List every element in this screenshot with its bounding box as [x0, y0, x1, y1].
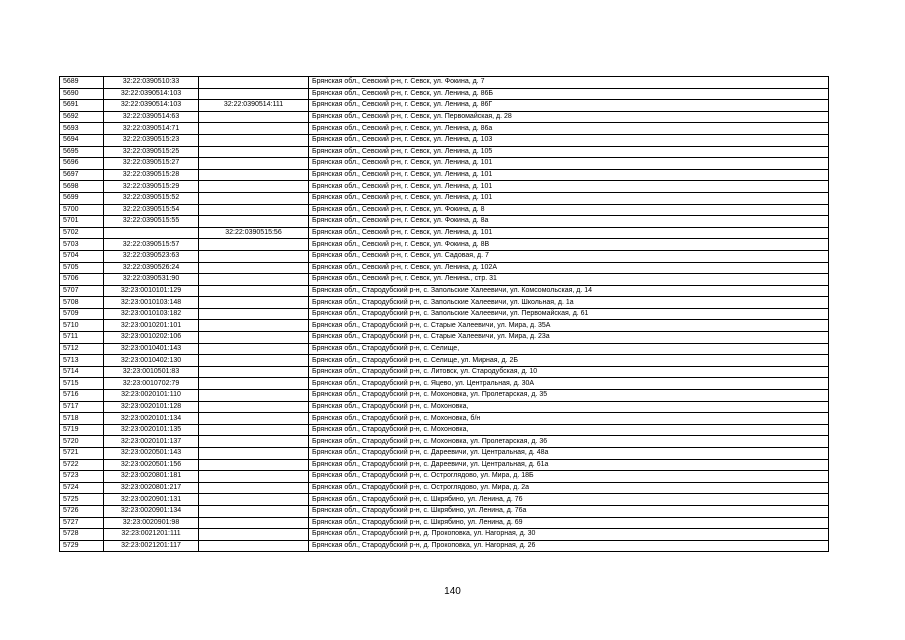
- table-row: [60, 471, 829, 483]
- table-row: [60, 239, 829, 251]
- related-cadastral-number-cell: [199, 77, 309, 89]
- cadastral-number-cell: 32:23:0010402:130: [104, 355, 199, 367]
- row-number-cell: 5719: [60, 424, 104, 436]
- row-number-cell: 5706: [60, 274, 104, 286]
- related-cadastral-number-cell: [199, 413, 309, 425]
- table-row: [60, 192, 829, 204]
- cadastral-number-cell: 32:23:0020101:134: [104, 413, 199, 425]
- related-cadastral-number-cell: [199, 390, 309, 402]
- address-cell: Брянская обл., Севский р-н, г. Севск, ул. Фокина, д. 8: [309, 204, 829, 216]
- address-cell: Брянская обл., Стародубский р-н, с. Остроглядово, ул. Мира, д. 2а: [309, 482, 829, 494]
- table-row: [60, 401, 829, 413]
- cadastral-number-cell: 32:23:0010101:129: [104, 285, 199, 297]
- address-cell: Брянская обл., Севский р-н, г. Севск, ул. Ленина, д. 101: [309, 181, 829, 193]
- cadastral-number-cell: 32:23:0020801:181: [104, 471, 199, 483]
- table-row: [60, 169, 829, 181]
- related-cadastral-number-cell: [199, 459, 309, 471]
- related-cadastral-number-cell: [199, 274, 309, 286]
- address-cell: Брянская обл., Стародубский р-н, с. Литовск, ул. Стародубская, д. 10: [309, 366, 829, 378]
- related-cadastral-number-cell: [199, 320, 309, 332]
- table-row: [60, 123, 829, 135]
- related-cadastral-number-cell: [199, 436, 309, 448]
- related-cadastral-number-cell: [199, 540, 309, 552]
- address-cell: Брянская обл., Севский р-н, г. Севск, ул. Садовая, д. 7: [309, 250, 829, 262]
- related-cadastral-number-cell: [199, 192, 309, 204]
- related-cadastral-number-cell: [199, 448, 309, 460]
- row-number-cell: 5726: [60, 505, 104, 517]
- row-number-cell: 5723: [60, 471, 104, 483]
- related-cadastral-number-cell: [199, 88, 309, 100]
- table-row: [60, 134, 829, 146]
- registry-table: [59, 76, 829, 552]
- table-row: [60, 505, 829, 517]
- row-number-cell: 5690: [60, 88, 104, 100]
- row-number-cell: 5700: [60, 204, 104, 216]
- address-cell: Брянская обл., Севский р-н, г. Севск, ул. Ленина, д. 105: [309, 146, 829, 158]
- cadastral-number-cell: 32:23:0020801:217: [104, 482, 199, 494]
- address-cell: Брянская обл., Стародубский р-н, с. Шкрябино, ул. Ленина, д. 76: [309, 494, 829, 506]
- table-row: [60, 100, 829, 112]
- cadastral-number-cell: 32:23:0020501:156: [104, 459, 199, 471]
- cadastral-number-cell: 32:23:0010501:83: [104, 366, 199, 378]
- table-row: [60, 216, 829, 228]
- row-number-cell: 5724: [60, 482, 104, 494]
- related-cadastral-number-cell: [199, 204, 309, 216]
- address-cell: Брянская обл., Стародубский р-н, с. Селище,: [309, 343, 829, 355]
- cadastral-number-cell: 32:22:0390515:29: [104, 181, 199, 193]
- related-cadastral-number-cell: [199, 297, 309, 309]
- cadastral-number-cell: 32:22:0390523:63: [104, 250, 199, 262]
- row-number-cell: 5725: [60, 494, 104, 506]
- related-cadastral-number-cell: [199, 169, 309, 181]
- related-cadastral-number-cell: [199, 505, 309, 517]
- cadastral-number-cell: 32:22:0390515:57: [104, 239, 199, 251]
- cadastral-number-cell: 32:23:0020901:134: [104, 505, 199, 517]
- cadastral-number-cell: 32:23:0010103:148: [104, 297, 199, 309]
- row-number-cell: 5694: [60, 134, 104, 146]
- cadastral-number-cell: 32:22:0390514:103: [104, 100, 199, 112]
- related-cadastral-number-cell: [199, 111, 309, 123]
- cadastral-number-cell: 32:22:0390510:33: [104, 77, 199, 89]
- cadastral-number-cell: 32:22:0390515:23: [104, 134, 199, 146]
- cadastral-number-cell: 32:23:0010401:143: [104, 343, 199, 355]
- table-row: [60, 540, 829, 552]
- related-cadastral-number-cell: [199, 401, 309, 413]
- related-cadastral-number-cell: [199, 216, 309, 228]
- related-cadastral-number-cell: 32:22:0390514:111: [199, 100, 309, 112]
- related-cadastral-number-cell: [199, 378, 309, 390]
- row-number-cell: 5705: [60, 262, 104, 274]
- table-row: [60, 285, 829, 297]
- row-number-cell: 5689: [60, 77, 104, 89]
- cadastral-number-cell: 32:23:0021201:117: [104, 540, 199, 552]
- table-row: [60, 262, 829, 274]
- table-row: [60, 355, 829, 367]
- table-row: [60, 308, 829, 320]
- related-cadastral-number-cell: [199, 355, 309, 367]
- address-cell: Брянская обл., Стародубский р-н, с. Остроглядово, ул. Мира, д. 18Б: [309, 471, 829, 483]
- cadastral-number-cell: 32:23:0010201:101: [104, 320, 199, 332]
- cadastral-number-cell: 32:23:0010702:79: [104, 378, 199, 390]
- page-number: 140: [444, 586, 461, 597]
- related-cadastral-number-cell: 32:22:0390515:56: [199, 227, 309, 239]
- cadastral-number-cell: 32:22:0390531:90: [104, 274, 199, 286]
- address-cell: Брянская обл., Стародубский р-н, с. Запольские Халеевичи, ул. Школьная, д. 1а: [309, 297, 829, 309]
- cadastral-number-cell: 32:23:0020901:98: [104, 517, 199, 529]
- row-number-cell: 5708: [60, 297, 104, 309]
- table-row: [60, 146, 829, 158]
- row-number-cell: 5714: [60, 366, 104, 378]
- table-row: [60, 297, 829, 309]
- row-number-cell: 5695: [60, 146, 104, 158]
- table-row: [60, 517, 829, 529]
- table-row: [60, 390, 829, 402]
- row-number-cell: 5716: [60, 390, 104, 402]
- address-cell: Брянская обл., Севский р-н, г. Севск, ул. Ленина, д. 101: [309, 227, 829, 239]
- address-cell: Брянская обл., Севский р-н, г. Севск, ул. Фокина, д. 8В: [309, 239, 829, 251]
- table-row: [60, 366, 829, 378]
- related-cadastral-number-cell: [199, 332, 309, 344]
- row-number-cell: 5727: [60, 517, 104, 529]
- cadastral-number-cell: 32:22:0390515:27: [104, 158, 199, 170]
- table-row: [60, 424, 829, 436]
- row-number-cell: 5698: [60, 181, 104, 193]
- address-cell: Брянская обл., Стародубский р-н, с. Дареевичи, ул. Центральная, д. 61а: [309, 459, 829, 471]
- address-cell: Брянская обл., Севский р-н, г. Севск, ул. Фокина, д. 8а: [309, 216, 829, 228]
- table-row: [60, 204, 829, 216]
- cadastral-number-cell: 32:23:0020501:143: [104, 448, 199, 460]
- cadastral-number-cell: 32:22:0390515:25: [104, 146, 199, 158]
- related-cadastral-number-cell: [199, 134, 309, 146]
- address-cell: Брянская обл., Севский р-н, г. Севск, ул. Ленина, д. 101: [309, 169, 829, 181]
- cadastral-number-cell: [104, 227, 199, 239]
- address-cell: Брянская обл., Севский р-н, г. Севск, ул. Ленина, д. 86Б: [309, 88, 829, 100]
- table-row: [60, 158, 829, 170]
- related-cadastral-number-cell: [199, 308, 309, 320]
- table-row: [60, 332, 829, 344]
- related-cadastral-number-cell: [199, 343, 309, 355]
- cadastral-number-cell: 32:23:0010103:182: [104, 308, 199, 320]
- table-row: [60, 88, 829, 100]
- row-number-cell: 5721: [60, 448, 104, 460]
- address-cell: Брянская обл., Севский р-н, г. Севск, ул. Ленина., стр. 31: [309, 274, 829, 286]
- cadastral-number-cell: 32:23:0020901:131: [104, 494, 199, 506]
- related-cadastral-number-cell: [199, 529, 309, 541]
- row-number-cell: 5715: [60, 378, 104, 390]
- related-cadastral-number-cell: [199, 239, 309, 251]
- address-cell: Брянская обл., Севский р-н, г. Севск, ул. Фокина, д. 7: [309, 77, 829, 89]
- address-cell: Брянская обл., Севский р-н, г. Севск, ул. Ленина, д. 101: [309, 158, 829, 170]
- row-number-cell: 5709: [60, 308, 104, 320]
- address-cell: Брянская обл., Стародубский р-н, с. Дареевичи, ул. Центральная, д. 48а: [309, 448, 829, 460]
- cadastral-number-cell: 32:22:0390514:63: [104, 111, 199, 123]
- address-cell: Брянская обл., Стародубский р-н, с. Старые Халеевичи, ул. Мира, д. 23а: [309, 332, 829, 344]
- address-cell: Брянская обл., Севский р-н, г. Севск, ул. Ленина, д. 103: [309, 134, 829, 146]
- row-number-cell: 5713: [60, 355, 104, 367]
- registry-table-body: [60, 77, 829, 552]
- address-cell: Брянская обл., Стародубский р-н, с. Селище, ул. Мирная, д. 2Б: [309, 355, 829, 367]
- row-number-cell: 5729: [60, 540, 104, 552]
- row-number-cell: 5711: [60, 332, 104, 344]
- row-number-cell: 5718: [60, 413, 104, 425]
- related-cadastral-number-cell: [199, 366, 309, 378]
- cadastral-number-cell: 32:23:0020101:110: [104, 390, 199, 402]
- table-row: [60, 77, 829, 89]
- row-number-cell: 5710: [60, 320, 104, 332]
- row-number-cell: 5701: [60, 216, 104, 228]
- related-cadastral-number-cell: [199, 146, 309, 158]
- cadastral-number-cell: 32:23:0010202:106: [104, 332, 199, 344]
- row-number-cell: 5703: [60, 239, 104, 251]
- address-cell: Брянская обл., Севский р-н, г. Севск, ул. Ленина, д. 86а: [309, 123, 829, 135]
- address-cell: Брянская обл., Стародубский р-н, с. Шкрябино, ул. Ленина, д. 76а: [309, 505, 829, 517]
- row-number-cell: 5692: [60, 111, 104, 123]
- cadastral-number-cell: 32:23:0020101:137: [104, 436, 199, 448]
- row-number-cell: 5691: [60, 100, 104, 112]
- table-row: [60, 250, 829, 262]
- related-cadastral-number-cell: [199, 482, 309, 494]
- row-number-cell: 5696: [60, 158, 104, 170]
- row-number-cell: 5699: [60, 192, 104, 204]
- address-cell: Брянская обл., Стародубский р-н, д. Прокоповка, ул. Нагорная, д. 26: [309, 540, 829, 552]
- cadastral-number-cell: 32:22:0390515:55: [104, 216, 199, 228]
- table-row: [60, 436, 829, 448]
- table-row: [60, 494, 829, 506]
- address-cell: Брянская обл., Севский р-н, г. Севск, ул. Ленина, д. 101: [309, 192, 829, 204]
- cadastral-number-cell: 32:22:0390514:103: [104, 88, 199, 100]
- cadastral-number-cell: 32:23:0020101:135: [104, 424, 199, 436]
- row-number-cell: 5693: [60, 123, 104, 135]
- address-cell: Брянская обл., Севский р-н, г. Севск, ул. Ленина, д. 86Г: [309, 100, 829, 112]
- cadastral-number-cell: 32:22:0390514:71: [104, 123, 199, 135]
- row-number-cell: 5722: [60, 459, 104, 471]
- table-row: [60, 413, 829, 425]
- table-row: [60, 343, 829, 355]
- related-cadastral-number-cell: [199, 250, 309, 262]
- address-cell: Брянская обл., Севский р-н, г. Севск, ул. Ленина, д. 102А: [309, 262, 829, 274]
- table-row: [60, 459, 829, 471]
- cadastral-number-cell: 32:22:0390515:28: [104, 169, 199, 181]
- address-cell: Брянская обл., Стародубский р-н, с. Старые Халеевичи, ул. Мира, д. 35А: [309, 320, 829, 332]
- address-cell: Брянская обл., Стародубский р-н, с. Мохоновка,: [309, 424, 829, 436]
- row-number-cell: 5704: [60, 250, 104, 262]
- document-page: [59, 76, 829, 552]
- table-row: [60, 227, 829, 239]
- table-row: [60, 482, 829, 494]
- address-cell: Брянская обл., Стародубский р-н, с. Мохоновка,: [309, 401, 829, 413]
- table-row: [60, 529, 829, 541]
- address-cell: Брянская обл., Стародубский р-н, с. Мохоновка, ул. Пролетарская, д. 36: [309, 436, 829, 448]
- related-cadastral-number-cell: [199, 517, 309, 529]
- table-row: [60, 448, 829, 460]
- row-number-cell: 5717: [60, 401, 104, 413]
- cadastral-number-cell: 32:23:0020101:128: [104, 401, 199, 413]
- related-cadastral-number-cell: [199, 181, 309, 193]
- cadastral-number-cell: 32:22:0390515:54: [104, 204, 199, 216]
- cadastral-number-cell: 32:22:0390515:52: [104, 192, 199, 204]
- table-row: [60, 181, 829, 193]
- cadastral-number-cell: 32:22:0390526:24: [104, 262, 199, 274]
- related-cadastral-number-cell: [199, 123, 309, 135]
- table-row: [60, 111, 829, 123]
- table-row: [60, 378, 829, 390]
- cadastral-number-cell: 32:23:0021201:111: [104, 529, 199, 541]
- related-cadastral-number-cell: [199, 262, 309, 274]
- address-cell: Брянская обл., Стародубский р-н, с. Мохоновка, ул. Пролетарская, д. 35: [309, 390, 829, 402]
- address-cell: Брянская обл., Стародубский р-н, с. Запольские Халеевичи, ул. Первомайская, д. 61: [309, 308, 829, 320]
- row-number-cell: 5697: [60, 169, 104, 181]
- table-row: [60, 274, 829, 286]
- address-cell: Брянская обл., Стародубский р-н, с. Мохоновка, б/н: [309, 413, 829, 425]
- address-cell: Брянская обл., Стародубский р-н, д. Прокоповка, ул. Нагорная, д. 30: [309, 529, 829, 541]
- row-number-cell: 5728: [60, 529, 104, 541]
- related-cadastral-number-cell: [199, 471, 309, 483]
- address-cell: Брянская обл., Севский р-н, г. Севск, ул. Первомайская, д. 28: [309, 111, 829, 123]
- related-cadastral-number-cell: [199, 424, 309, 436]
- related-cadastral-number-cell: [199, 285, 309, 297]
- row-number-cell: 5702: [60, 227, 104, 239]
- related-cadastral-number-cell: [199, 158, 309, 170]
- row-number-cell: 5712: [60, 343, 104, 355]
- table-row: [60, 320, 829, 332]
- address-cell: Брянская обл., Стародубский р-н, с. Запольские Халеевичи, ул. Комсомольская, д. 14: [309, 285, 829, 297]
- row-number-cell: 5707: [60, 285, 104, 297]
- address-cell: Брянская обл., Стародубский р-н, с. Яцево, ул. Центральная, д. 30А: [309, 378, 829, 390]
- related-cadastral-number-cell: [199, 494, 309, 506]
- address-cell: Брянская обл., Стародубский р-н, с. Шкрябино, ул. Ленина, д. 69: [309, 517, 829, 529]
- row-number-cell: 5720: [60, 436, 104, 448]
